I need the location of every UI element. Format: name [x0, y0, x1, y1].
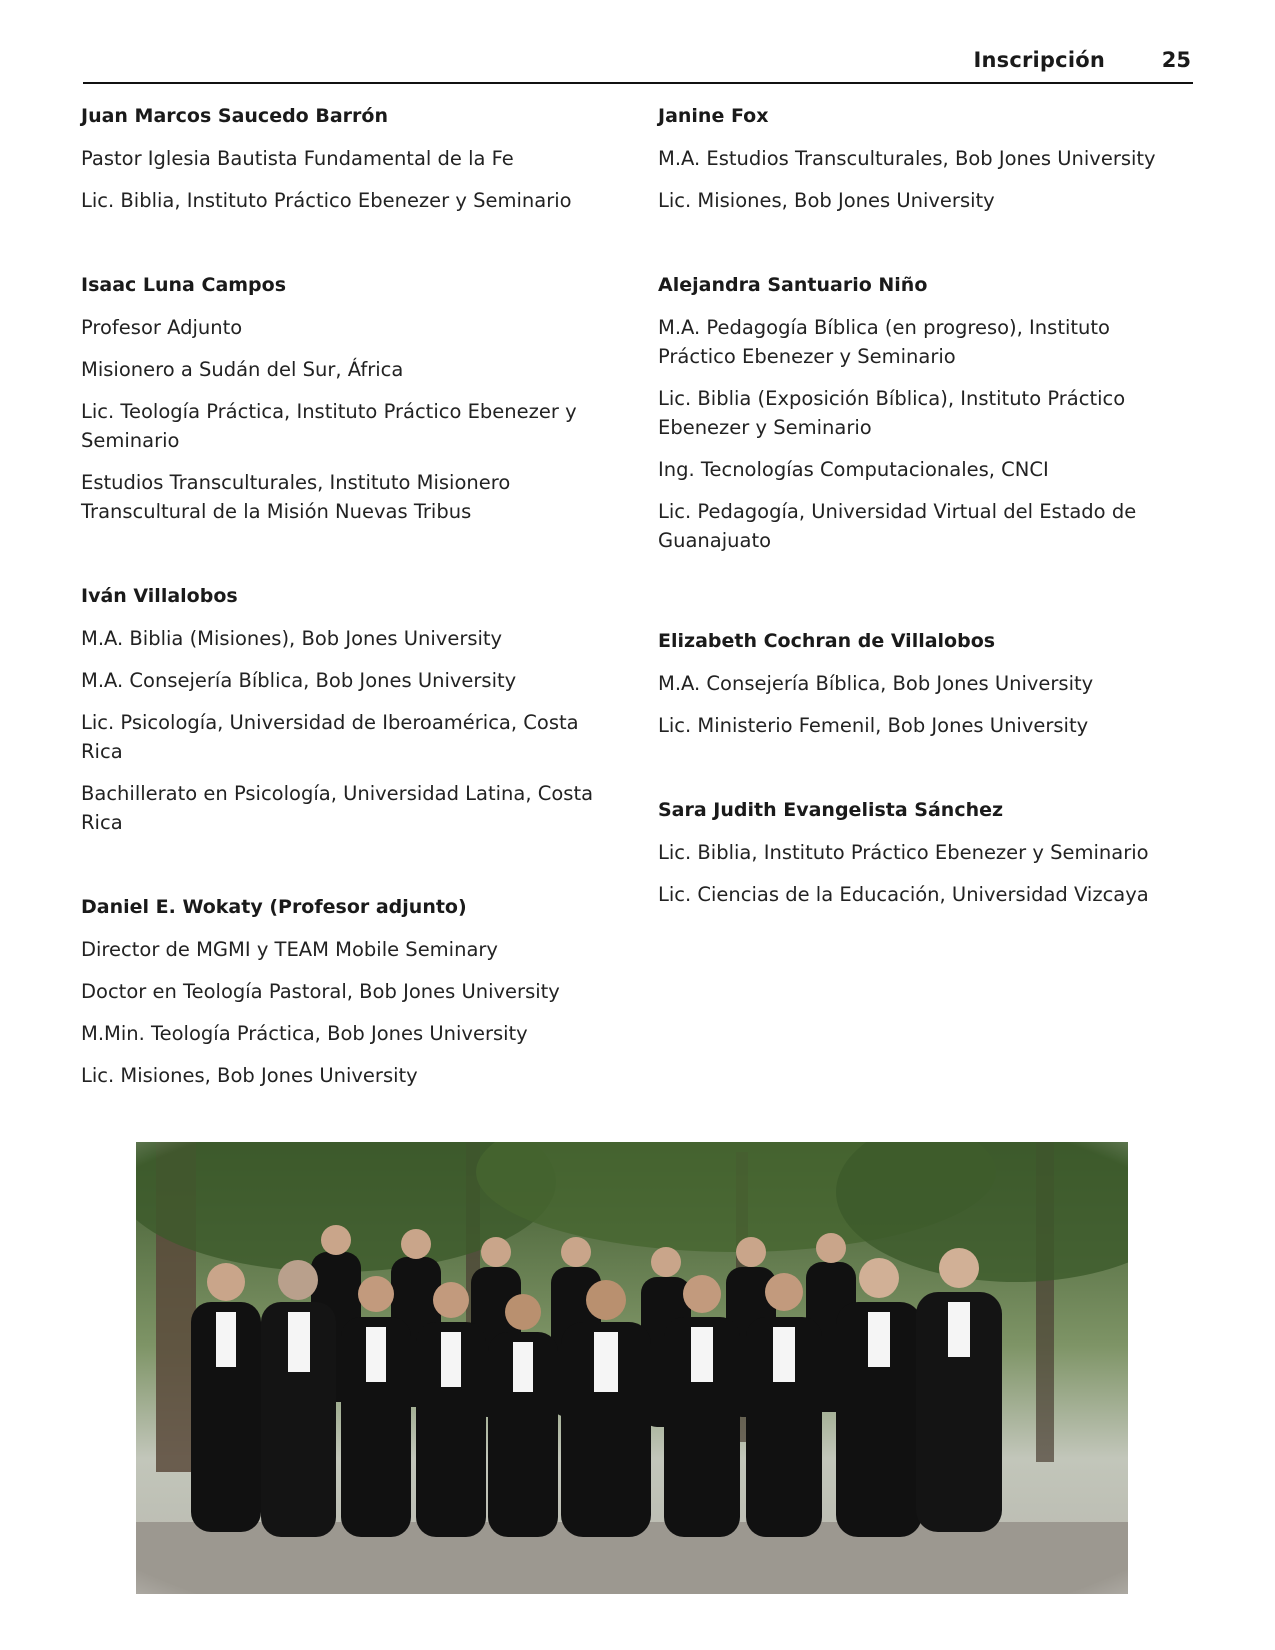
faculty-credential: Estudios Transculturales, Instituto Misionero Transcultural de la Misión Nuevas Tribus [81, 471, 511, 523]
faculty-credential: M.A. Pedagogía Bíblica (en progreso), Instituto Práctico Ebenezer y Seminario [658, 316, 1110, 368]
faculty-name: Iván Villalobos [81, 585, 238, 607]
faculty-credential: Lic. Biblia (Exposición Bíblica), Instituto Práctico Ebenezer y Seminario [658, 387, 1126, 439]
faculty-credential: Doctor en Teología Pastoral, Bob Jones University [81, 980, 560, 1003]
faculty-entry [81, 104, 626, 215]
faculty-entry [658, 798, 1193, 909]
faculty-credential: Lic. Misiones, Bob Jones University [81, 1064, 418, 1087]
faculty-credential: M.A. Biblia (Misiones), Bob Jones University [81, 627, 503, 650]
faculty-name: Alejandra Santuario Niño [658, 274, 928, 296]
faculty-credential: Lic. Pedagogía, Universidad Virtual del Estado de Guanajuato [658, 500, 1137, 552]
page-number: 25 [1161, 48, 1191, 72]
faculty-column-left [81, 104, 626, 1148]
faculty-credential: M.A. Consejería Bíblica, Bob Jones University [658, 672, 1094, 695]
faculty-credential: M.A. Estudios Transculturales, Bob Jones University [658, 147, 1156, 170]
faculty-credential: Lic. Biblia, Instituto Práctico Ebenezer y Seminario [81, 189, 572, 212]
faculty-credential: M.A. Consejería Bíblica, Bob Jones University [81, 669, 517, 692]
faculty-column-right [658, 104, 1193, 967]
faculty-name: Isaac Luna Campos [81, 274, 287, 296]
faculty-entry [81, 273, 626, 526]
faculty-credential: Bachillerato en Psicología, Universidad Latina, Costa Rica [81, 782, 594, 834]
faculty-credential: Ing. Tecnologías Computacionales, CNCI [658, 458, 1049, 481]
faculty-credential: Lic. Ciencias de la Educación, Universidad Vizcaya [658, 883, 1149, 906]
faculty-entry [81, 895, 626, 1090]
faculty-credential: Profesor Adjunto [81, 316, 243, 339]
faculty-name: Janine Fox [658, 105, 769, 127]
faculty-entry [81, 584, 626, 837]
faculty-name: Elizabeth Cochran de Villalobos [658, 630, 996, 652]
faculty-credential: Lic. Ministerio Femenil, Bob Jones University [658, 714, 1089, 737]
faculty-entry [658, 104, 1193, 215]
faculty-credential: M.Min. Teología Práctica, Bob Jones University [81, 1022, 528, 1045]
faculty-entry [658, 273, 1193, 555]
faculty-credential: Misionero a Sudán del Sur, África [81, 358, 404, 381]
faculty-credential: Lic. Psicología, Universidad de Iberoamérica, Costa Rica [81, 711, 579, 763]
faculty-group-photo [136, 1142, 1128, 1594]
faculty-credential: Pastor Iglesia Bautista Fundamental de la Fe [81, 147, 514, 170]
faculty-entry [658, 629, 1193, 740]
section-title: Inscripción [973, 48, 1105, 72]
faculty-credential: Lic. Teología Práctica, Instituto Práctico Ebenezer y Seminario [81, 400, 577, 452]
faculty-name: Sara Judith Evangelista Sánchez [658, 799, 1004, 821]
faculty-name: Daniel E. Wokaty (Profesor adjunto) [81, 896, 467, 918]
page-header [83, 46, 1193, 84]
faculty-credential: Director de MGMI y TEAM Mobile Seminary [81, 938, 498, 961]
faculty-name: Juan Marcos Saucedo Barrón [81, 105, 388, 127]
faculty-credential: Lic. Biblia, Instituto Práctico Ebenezer y Seminario [658, 841, 1149, 864]
faculty-credential: Lic. Misiones, Bob Jones University [658, 189, 995, 212]
group-photo-illustration [136, 1142, 1128, 1594]
